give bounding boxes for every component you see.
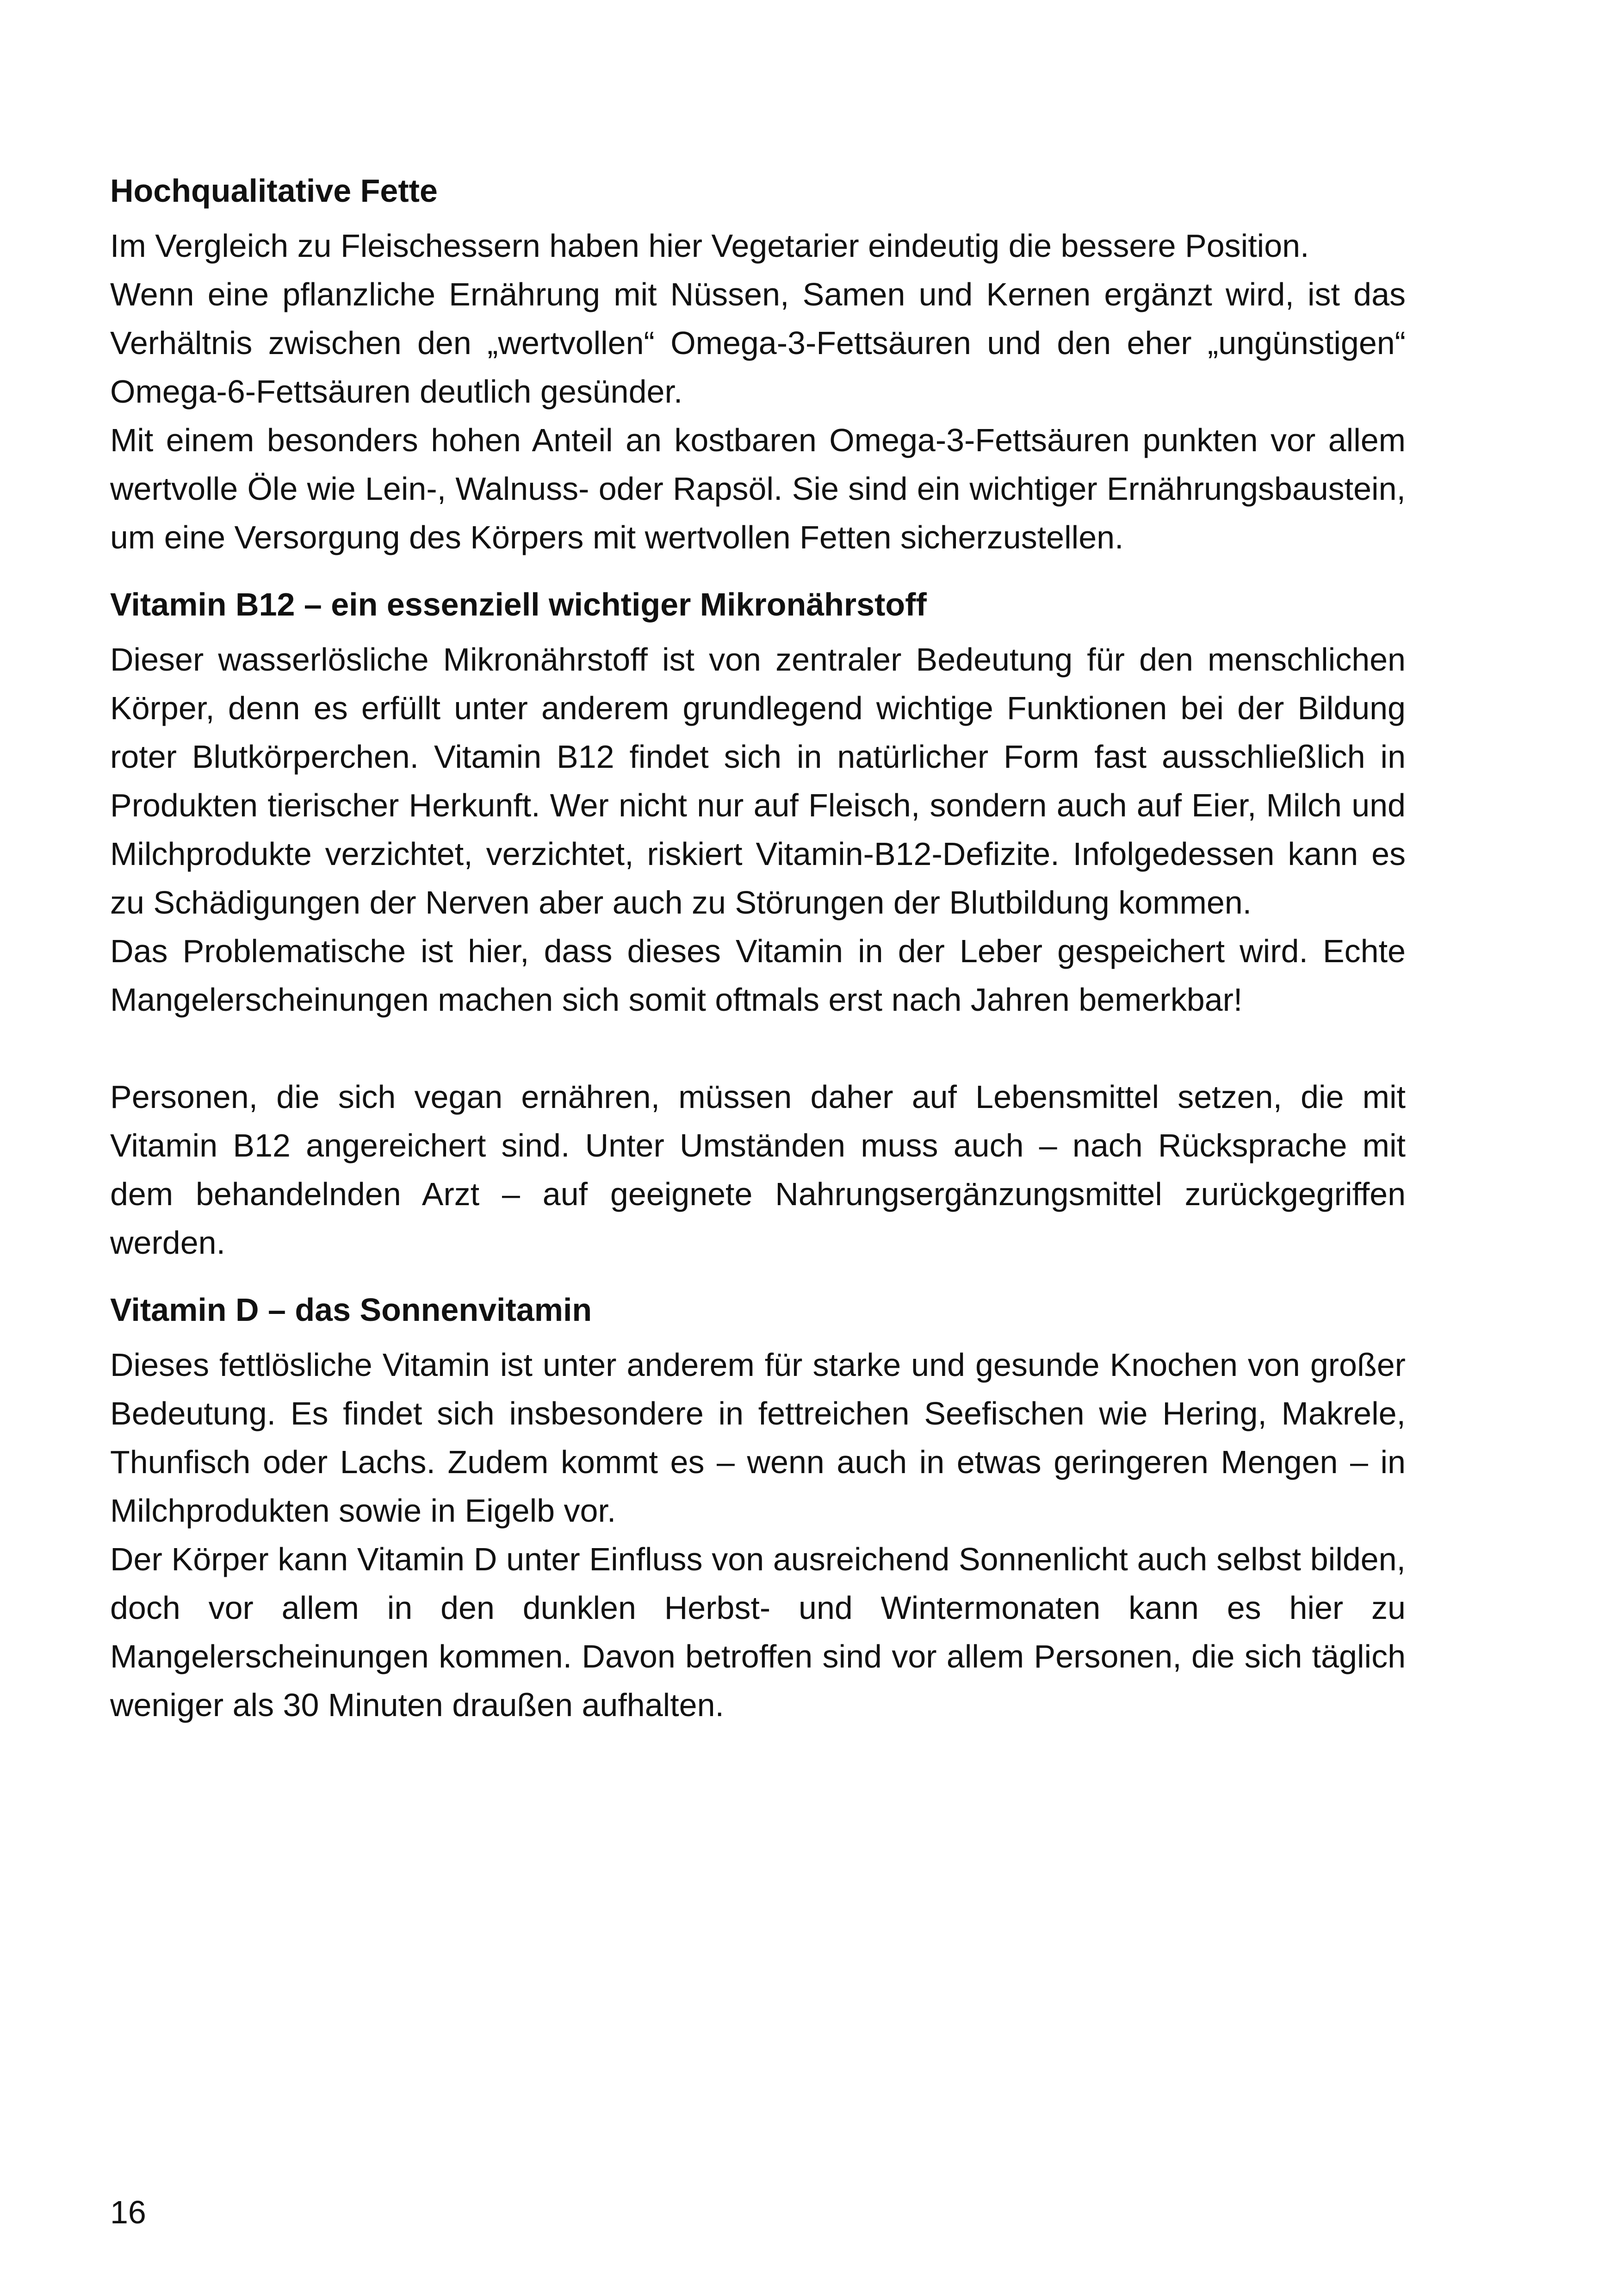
body-paragraph: Dieser wasserlösliche Mikronährstoff ist von zentraler Bedeutung für den menschlichen Körper, denn es erfüllt unter anderem grundlegend wichtige Funktionen bei der Bildung roter Blutkörperchen. Vitamin B12 findet sich in natürlicher Form fast ausschließlich in Produkten tierischer Herkunft. Wer nicht nur auf Fleisch, sondern auch auf Eier, Milch und Milchprodukte verzichtet, verzichtet, riskiert Vitamin-B12-Defizite. Infolgedessen kann es zu Schädigungen der Nerven aber auch zu Störungen der Blutbildung kommen. bbox=[110, 641, 1406, 921]
page-body bbox=[110, 167, 1406, 1748]
body-paragraph: Dieses fettlösliche Vitamin ist unter anderem für starke und gesunde Knochen von großer Bedeutung. Es findet sich insbesondere in fettreichen Seefischen wie Hering, Makrele, Thunfisch oder Lachs. Zudem kommt es – wenn auch in etwas geringeren Mengen – in Milchprodukten sowie in Eigelb vor. bbox=[110, 1347, 1406, 1529]
body-paragraph: Personen, die sich vegan ernähren, müssen daher auf Lebensmittel setzen, die mit Vitamin B12 angereichert sind. Unter Umständen muss auch – nach Rücksprache mit dem behandelnden Arzt – auf geeignete Nahrungsergänzungsmittel zurückgegriffen werden. bbox=[110, 1079, 1406, 1261]
section-heading: Vitamin D – das Sonnenvitamin bbox=[110, 1292, 592, 1328]
body-paragraph: Wenn eine pflanzliche Ernährung mit Nüssen, Samen und Kernen ergänzt wird, ist das Verhältnis zwischen den „wertvollen“ Omega-3-Fettsäuren und den eher „ungünstigen“ Omega-6-Fettsäuren deutlich gesünder. bbox=[110, 276, 1406, 410]
body-paragraph: Im Vergleich zu Fleischessern haben hier Vegetarier eindeutig die bessere Position. bbox=[110, 228, 1309, 264]
page-number: 16 bbox=[110, 2194, 146, 2230]
section-fats bbox=[110, 167, 1406, 562]
section-heading: Hochqualitative Fette bbox=[110, 173, 438, 209]
body-paragraph: Das Problematische ist hier, dass dieses Vitamin in der Leber gespeichert wird. Echte Mangelerscheinungen machen sich somit oftmals erst nach Jahren bemerkbar! bbox=[110, 933, 1406, 1018]
section-vitamin-d bbox=[110, 1286, 1406, 1730]
section-vitamin-b12 bbox=[110, 580, 1406, 1267]
body-paragraph: Der Körper kann Vitamin D unter Einfluss von ausreichend Sonnenlicht auch selbst bilden, doch vor allem in den dunklen Herbst- und Wintermonaten kann es hier zu Mangelerscheinungen kommen. Davon betroffen sind vor allem Personen, die sich täglich weniger als 30 Minuten draußen aufhalten. bbox=[110, 1541, 1406, 1723]
section-heading: Vitamin B12 – ein essenziell wichtiger Mikronährstoff bbox=[110, 586, 927, 622]
body-paragraph: Mit einem besonders hohen Anteil an kostbaren Omega-3-Fettsäuren punkten vor allem wertvolle Öle wie Lein-, Walnuss- oder Rapsöl. Sie sind ein wichtiger Ernährungsbaustein, um eine Versorgung des Körpers mit wertvollen Fetten sicherzustellen. bbox=[110, 422, 1406, 555]
